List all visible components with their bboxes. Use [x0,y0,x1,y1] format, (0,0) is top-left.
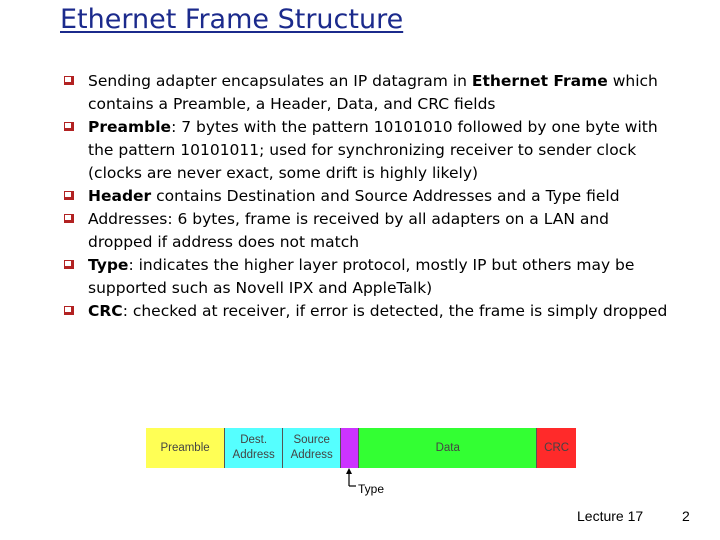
frame-segment-label: Address [290,449,333,461]
bullet-text: contains Destination and Source Addresses and a Type field [151,187,620,205]
page-number: 2 [682,508,690,524]
bullet-item [62,185,672,208]
bullet-text: which contains a Preamble, a Header, Data, and CRC fields [88,72,658,113]
bullet-bold-text: Header [88,187,152,205]
frame-segment-label: Data [435,441,460,454]
bullet-text: : checked at receiver, if error is detected, the frame is simply dropped [122,302,668,320]
bullet-item [62,254,672,300]
frame-segment-crc [537,428,576,468]
frame-segment-source-address [283,428,341,468]
frame-segment-type [341,428,359,468]
frame-segment-preamble [146,428,225,468]
bullet-item [62,208,672,254]
type-pointer-arrow [344,468,358,494]
bullet-bold-text: Type [88,256,129,274]
frame-segment-dest-address [225,428,283,468]
checkbox-bullet-icon [64,260,74,269]
lecture-label: Lecture 17 [577,508,644,524]
bullet-bold-text: Ethernet Frame [471,72,608,90]
checkbox-bullet-icon [64,191,74,200]
bullet-text: : 7 bytes with the pattern 10101010 followed by one byte with the pattern 10101011; used for synchronizing receiver to sender clock (clocks are never exact, some drift is highly likely) [88,118,658,182]
frame-segment-label: Address [232,449,275,461]
bullet-item [62,70,672,116]
frame-segment-label: CRC [544,441,570,454]
slide-title: Ethernet Frame Structure [60,4,404,35]
checkbox-bullet-icon [64,76,74,85]
ethernet-frame-diagram [146,428,576,468]
checkbox-bullet-icon [64,306,74,315]
frame-segment-label: Source [293,434,330,446]
checkbox-bullet-icon [64,122,74,131]
bullet-text: Addresses: 6 bytes, frame is received by all adapters on a LAN and dropped if address does not match [88,210,610,251]
bullet-item [62,116,672,185]
type-label: Type [358,482,385,496]
bullet-list [62,70,672,323]
bullet-item [62,300,672,323]
frame-segment-data [359,428,537,468]
checkbox-bullet-icon [64,214,74,223]
bullet-text: : indicates the higher layer protocol, mostly IP but others may be supported such as Novell IPX and AppleTalk) [88,256,635,297]
bullet-bold-text: CRC [88,302,123,320]
frame-segment-label: Preamble [160,441,210,454]
bullet-text: Sending adapter encapsulates an IP datagram in [88,72,472,90]
frame-segment-label: Dest. [240,434,268,446]
bullet-bold-text: Preamble [88,118,172,136]
